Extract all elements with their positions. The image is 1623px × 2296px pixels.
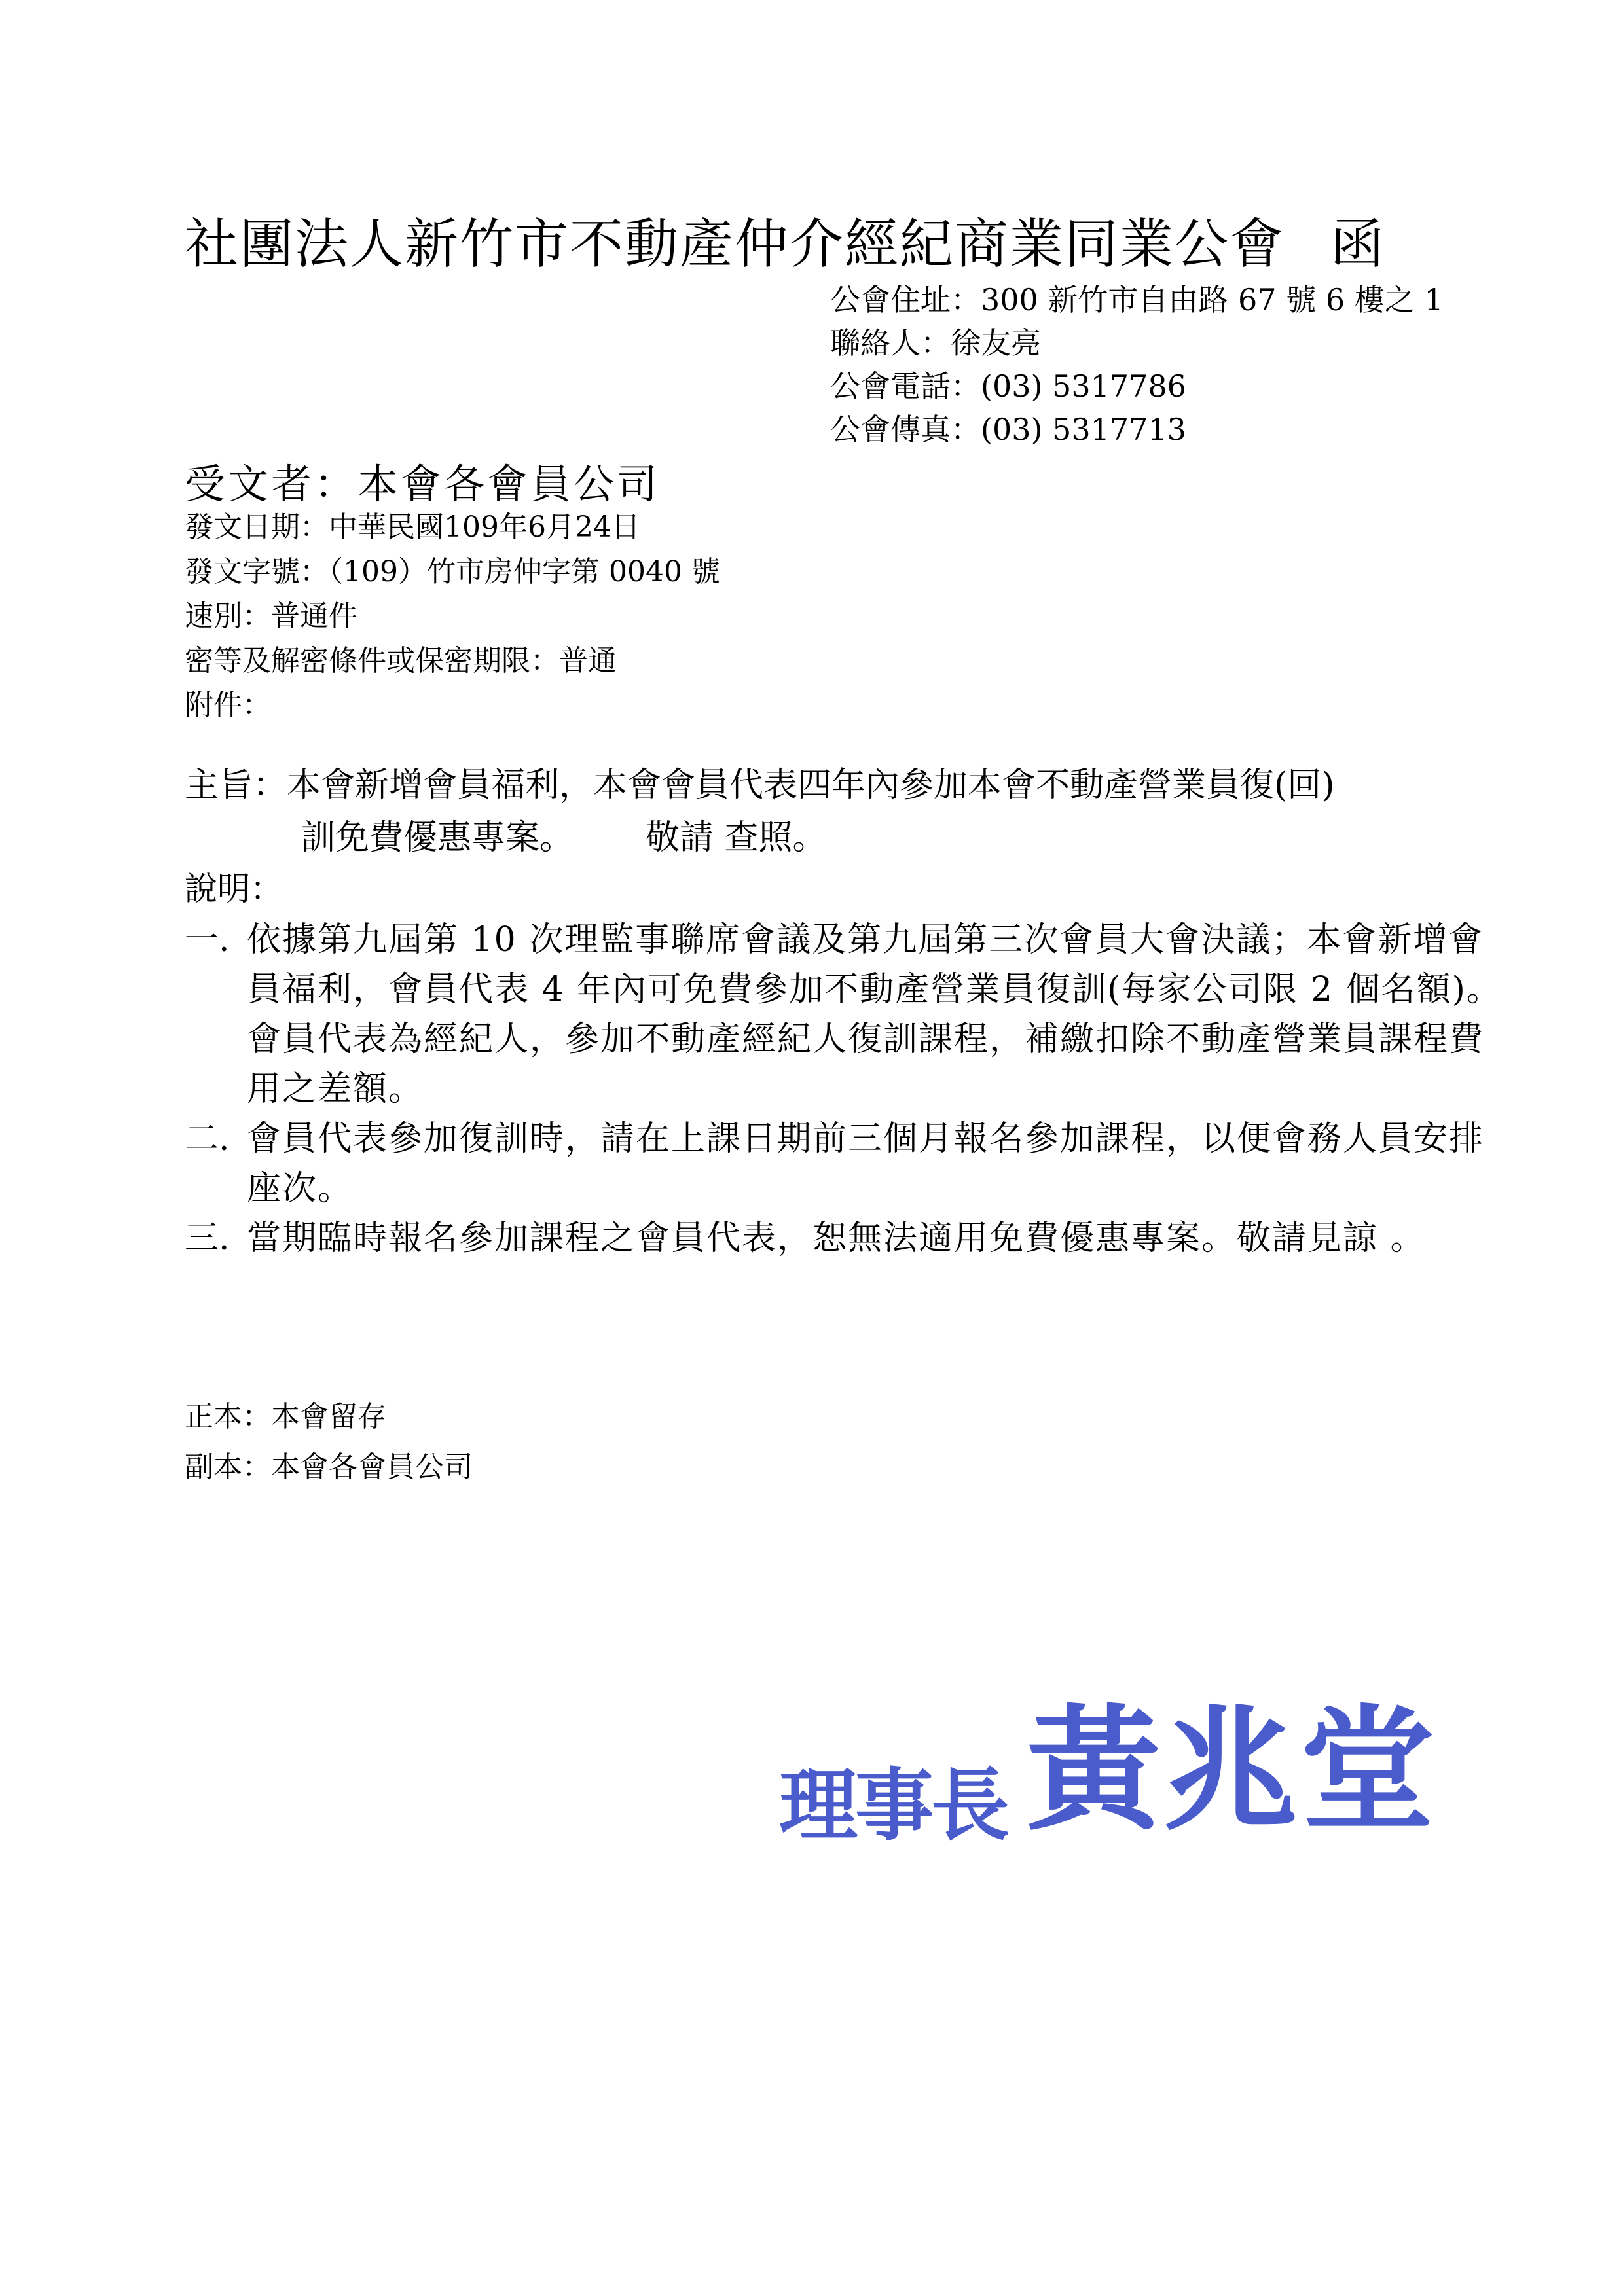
contact-person: 聯絡人：徐友亮 [830, 325, 1041, 361]
item-number: 一. [185, 920, 230, 960]
document-title [185, 202, 1385, 278]
subject-line-1: 本會新增會員福利，本會會員代表四年內參加本會不動產營業員復(回) [287, 766, 1335, 805]
subject-block [185, 759, 1335, 864]
issue-date: 發文日期：中華民國109年6月24日 [185, 511, 640, 544]
signature-role: 理事長 [779, 1759, 1007, 1852]
organization-name: 社團法人新竹市不動產仲介經紀商業同業公會 [185, 213, 1285, 276]
item-text: 會員代表參加復訓時，請在上課日期前三個月報名參加課程，以便會務人員安排座次。 [247, 1119, 1485, 1208]
recipient: 受文者：本會各會員公司 [185, 460, 661, 508]
speed-classification: 速別：普通件 [185, 600, 357, 633]
signature-name: 黃兆堂 [1027, 1692, 1437, 1849]
subject-line-2: 訓免費優惠專案。 [301, 818, 574, 857]
subject-closing: 敬請 查照。 [646, 818, 827, 857]
item-text: 當期臨時報名參加課程之會員代表，恕無法適用免費優惠專案。敬請見諒 。 [247, 1219, 1426, 1258]
subject-label: 主旨： [185, 766, 287, 805]
original-copy: 正本：本會留存 [185, 1400, 386, 1433]
contact-address: 公會住址：300 新竹市自由路 67 號 6 樓之 1 [830, 282, 1444, 317]
contact-phone: 公會電話：(03) 5317786 [830, 368, 1186, 404]
contact-fax: 公會傳真：(03) 5317713 [830, 412, 1186, 447]
attachments: 附件： [185, 689, 271, 722]
explanation-item [185, 1213, 1507, 1263]
item-number: 三. [185, 1219, 230, 1258]
item-text: 依據第九屆第 10 次理監事聯席會議及第九屆第三次會員大會決議；本會新增會員福利，會員代表 4 年內可免費參加不動產營業員復訓(每家公司限 2 個名額)。會員代表為經紀人，參加不動產經紀人復訓課程，補繳扣除不動產營業員課程費用之差額。 [247, 920, 1502, 1109]
document-number: 發文字號：（109）竹市房仲字第 0040 號 [185, 555, 720, 588]
item-number: 二. [185, 1119, 230, 1158]
explanation-label: 說明： [185, 870, 283, 908]
document-type: 函 [1330, 213, 1386, 276]
explanation-item [185, 1114, 1507, 1213]
explanation-item [185, 915, 1507, 1114]
chairman-signature-stamp [779, 1662, 1437, 1856]
duplicate-copy: 副本：本會各會員公司 [185, 1450, 473, 1484]
security-classification: 密等及解密條件或保密期限：普通 [185, 644, 617, 677]
explanation-list [185, 915, 1507, 1263]
